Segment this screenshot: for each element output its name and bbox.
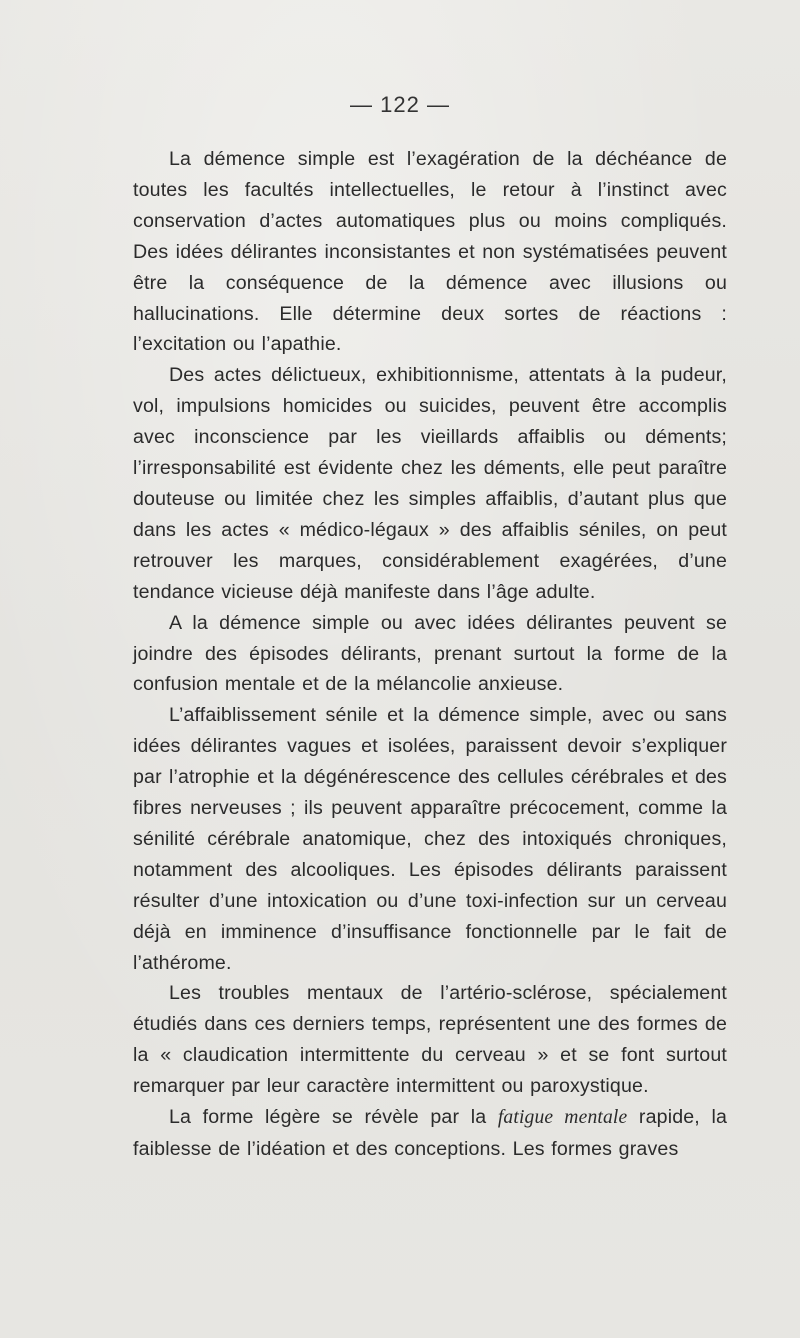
italic-emphasis: fatigue mentale [497,1107,628,1129]
paragraph-6-before: La forme légère se révèle par la [169,1106,498,1129]
paragraph-1: La démence simple est l’exagération de la déchéance de toutes les facultés intellectuelles, le retour à l’instinct avec conservation d’actes automatiques plus ou moins compliqués. Des idées délirantes inconsistantes et non systématisées peuvent être la conséquence de la démence avec illusions ou hallucinations. Elle détermine deux sortes de réactions : l’excitation ou l’apathie. [133,148,727,356]
paragraph-6 [133,1102,727,1165]
page-number: — 122 — [350,92,450,117]
paragraph-6-after: rapide, la faiblesse de l’idéation et des conceptions. Les formes graves [133,1106,728,1160]
paragraph-4: L’affaiblissement sénile et la démence simple, avec ou sans idées délirantes vagues et isolées, paraissent devoir s’expliquer par l’atrophie et la dégénérescence des cellules cérébrales et des fibres nerveuses ; ils peuvent apparaître précocement, comme la sénilité cérébrale anatomique, chez des intoxiqués chroniques, notamment des alcooliques. Les épisodes délirants paraissent résulter d’une intoxication ou d’une toxi-infection sur un cerveau déjà en imminence d’insuffisance fonctionnelle par le fait de l’athérome. [133,704,727,974]
paragraph-2: Des actes délictueux, exhibitionnisme, attentats à la pudeur, vol, impulsions homicides ou suicides, peuvent être accomplis avec inconscience par les vieillards affaiblis ou déments; l’irresponsabilité est évidente chez les déments, elle peut paraître douteuse ou limitée chez les simples affaiblis, d’autant plus que dans les actes « médico-légaux » des affaiblis séniles, on peut retrouver les marques, considérablement exagérées, d’une tendance vicieuse déjà manifeste dans l’âge adulte. [133,364,727,603]
paragraph-3: A la démence simple ou avec idées délirantes peuvent se joindre des épisodes délirants, prenant surtout la forme de la confusion mentale et de la mélancolie anxieuse. [133,611,727,696]
text-body [133,144,727,1165]
paragraph-5: Les troubles mentaux de l’artério-sclérose, spécialement étudiés dans ces derniers temps, représentent une des formes de la « claudication intermittente du cerveau » et se font surtout remarquer par leur caractère intermittent ou paroxystique. [133,982,727,1098]
